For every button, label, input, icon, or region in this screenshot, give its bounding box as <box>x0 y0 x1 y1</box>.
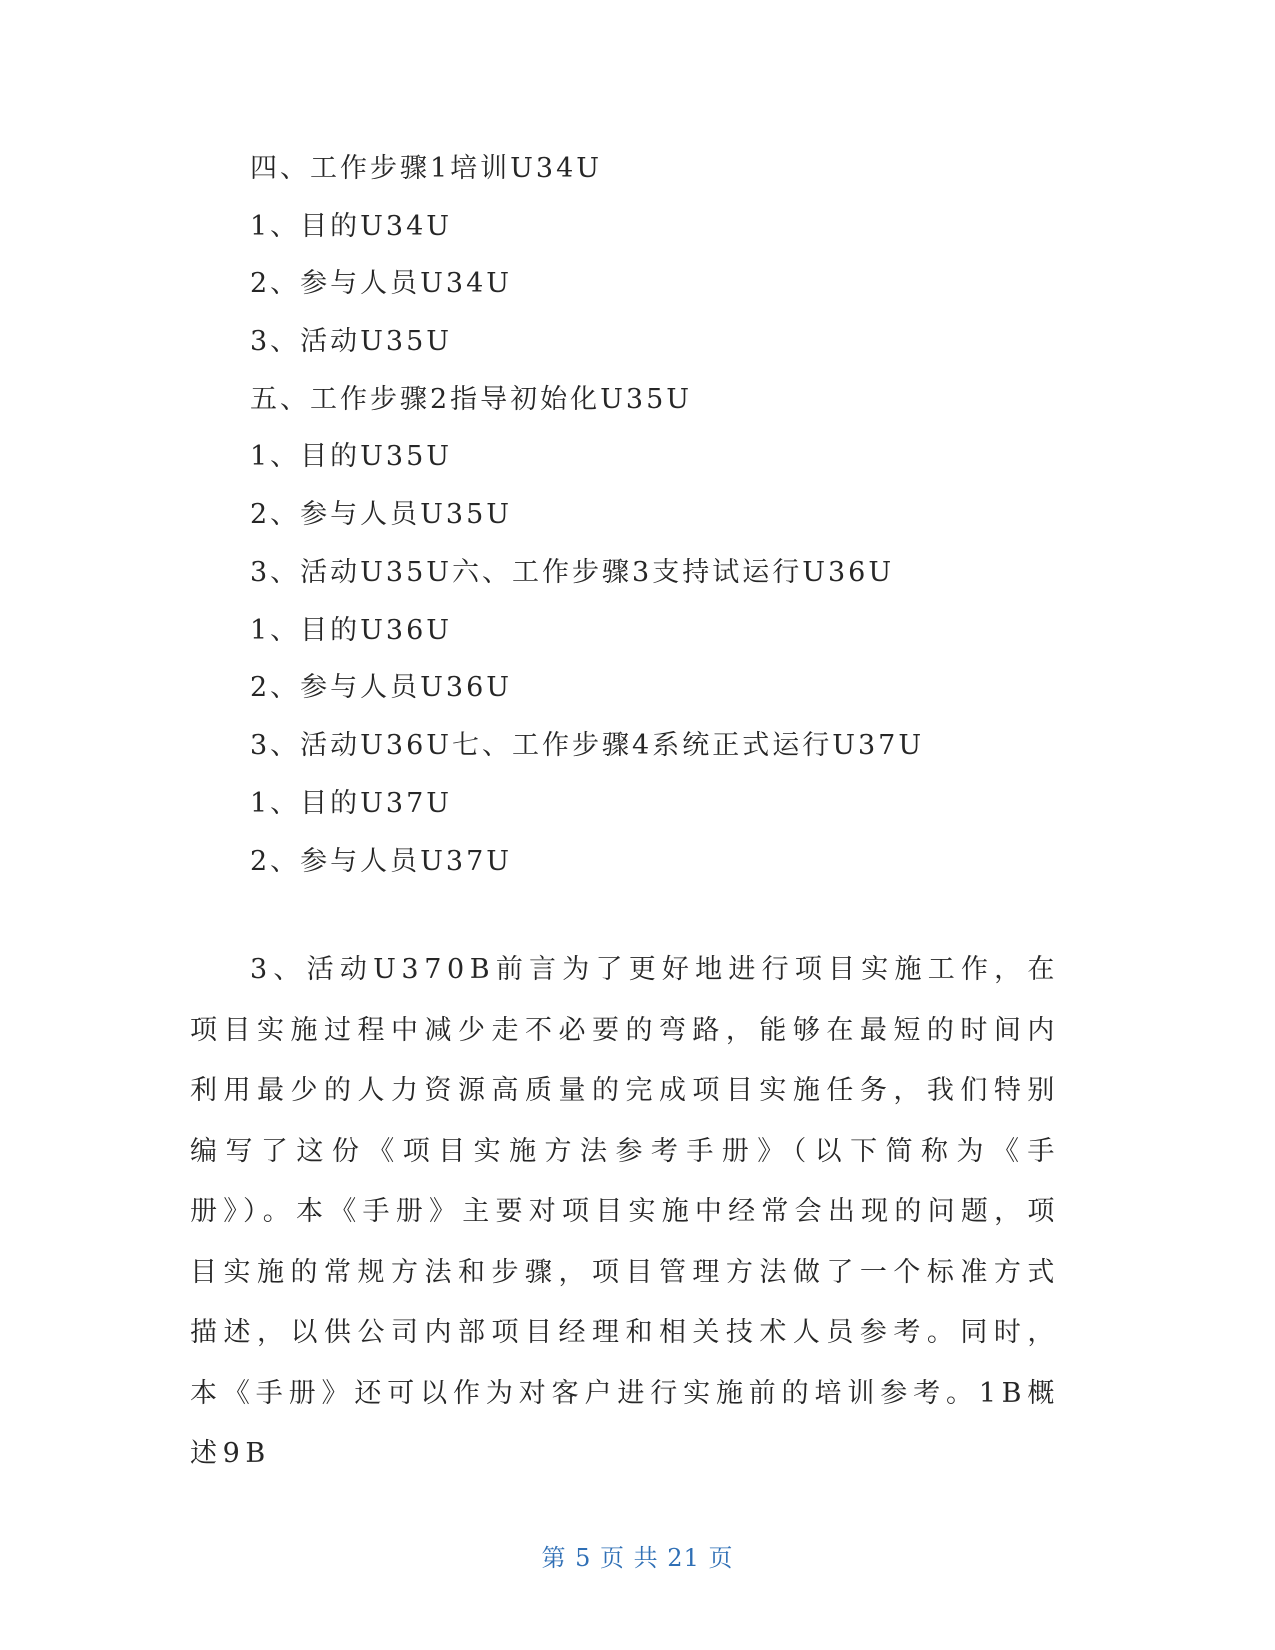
toc-line: 2、参与人员U36U <box>250 672 513 703</box>
page-footer: 第 5 页 共 21 页 <box>541 1544 734 1572</box>
toc-line: 1、目的U36U <box>250 615 453 646</box>
toc-line: 3、活动U36U七、工作步骤4系统正式运行U37U <box>250 730 925 761</box>
toc-line: 2、参与人员U34U <box>250 268 513 299</box>
toc-line: 1、目的U37U <box>250 788 453 819</box>
toc-line: 四、工作步骤1培训U34U <box>250 153 603 184</box>
toc-line: 2、参与人员U37U <box>250 846 513 877</box>
toc-line: 1、目的U35U <box>250 441 453 472</box>
body-paragraph: 3、活动U370B前言为了更好地进行项目实施工作，在项目实施过程中减少走不必要的弯路，能够在最短的时间内利用最少的人力资源高质量的完成项目实施任务，我们特别编写了这份《项目实施方法参考手册》（以下简称为《手册》）。本《手册》主要对项目实施中经常会出现的问题，项目实施的常规方法和步骤，项目管理方法做了一个标准方式描述，以供公司内部项目经理和相关技术人员参考。同时，本《手册》还可以作为对客户进行实施前的培训参考。1B概述9B <box>190 954 1060 1469</box>
toc-line: 3、活动U35U六、工作步骤3支持试运行U36U <box>250 557 895 588</box>
toc-line: 3、活动U35U <box>250 326 453 357</box>
toc-line: 五、工作步骤2指导初始化U35U <box>250 384 693 415</box>
toc-line: 1、目的U34U <box>250 211 453 242</box>
toc-line: 2、参与人员U35U <box>250 499 513 530</box>
